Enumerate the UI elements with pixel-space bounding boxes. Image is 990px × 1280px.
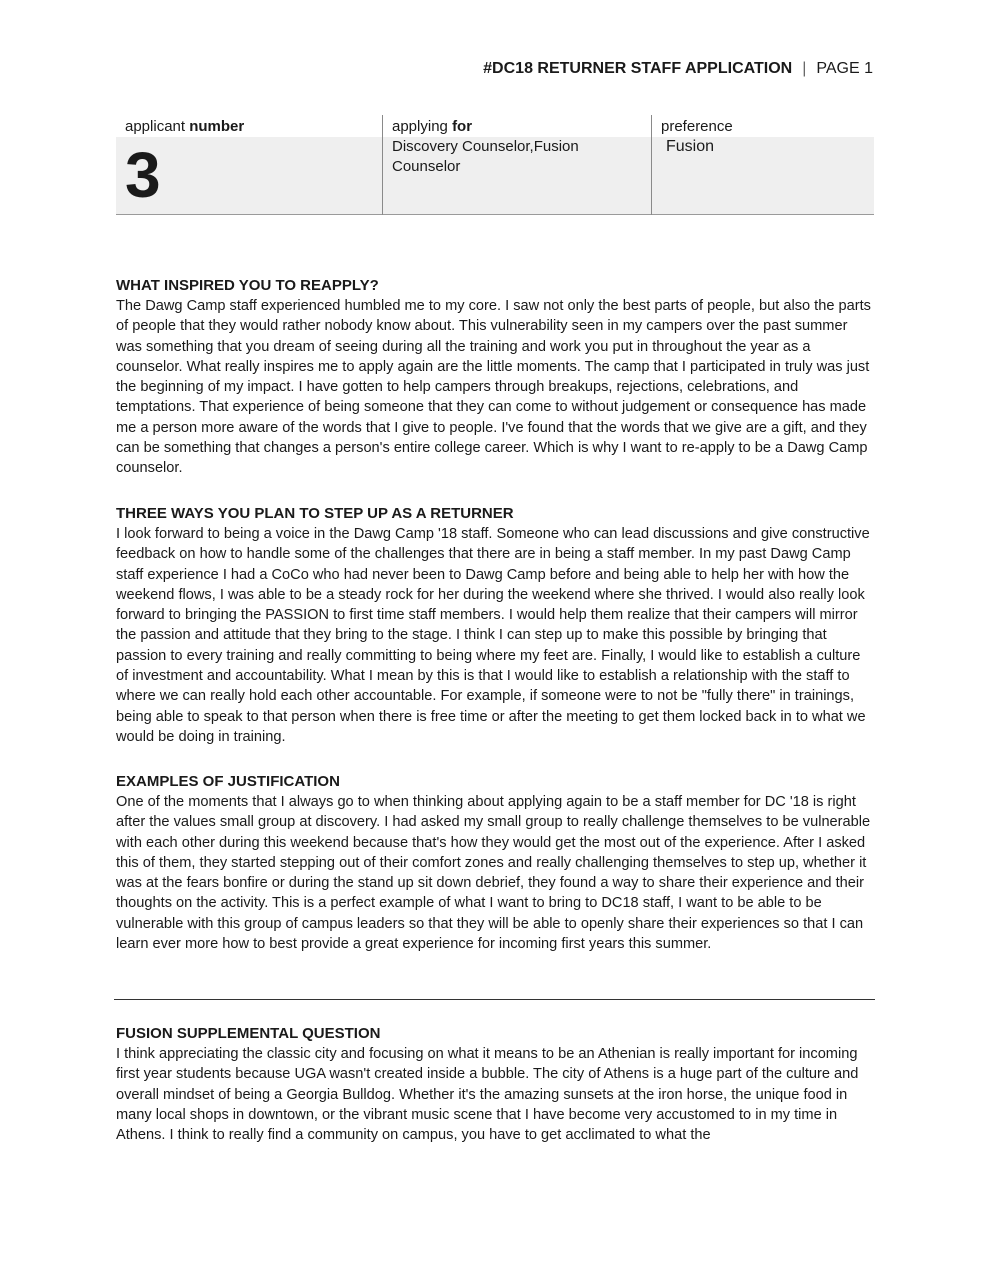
preference-field <box>651 115 874 215</box>
page-header <box>116 58 873 80</box>
applicant-number-label <box>125 117 244 137</box>
section-heading: EXAMPLES OF JUSTIFICATION <box>116 773 340 790</box>
section-step-up <box>116 504 873 747</box>
section-heading: FUSION SUPPLEMENTAL QUESTION <box>116 1025 381 1042</box>
section-body: I think appreciating the classic city and focusing on what it means to be an Athenian is really important for incoming first year students because UGA wasn't created inside a bubble. The city of Athens is a huge part of the culture and overall mindset of being a Georgia Bulldog. Whether it's the amazing sunsets at the iron horse, the unique food in many local shops in downtown, or the vibrant music scene that I have become very accustomed to in my time in Athens. I think to really find a community on campus, you have to get acclimated to what the <box>116 1046 859 1144</box>
section-heading: WHAT INSPIRED YOU TO REAPPLY? <box>116 277 379 294</box>
applicant-number-field <box>116 115 382 215</box>
label-plain: applicant <box>125 118 186 135</box>
page-number: PAGE 1 <box>816 60 873 77</box>
section-body: The Dawg Camp staff experienced humbled me to my core. I saw not only the best parts of people, but also the parts of people that they would rather nobody know about. This vulnerability seen in my campers over the past summer was something that you dream of seeing during all the training and work you put in throughout the year as a counselor. What really inspires me to apply again are the little moments. The camp that I participated in truly was just the beginning of my impact. I have gotten to help campers through breakups, rejections, celebrations, and temptations. That experience of being someone that they can come to without judgement or consequence has made me a person more aware of the words that I give to people. I've found that the words that we give are a gift, and they can be something that changes a person's entire college career. Which is why I want to re-apply to be a Dawg Camp counselor. <box>116 298 871 477</box>
applicant-number-value: 3 <box>125 139 161 211</box>
section-fusion-supplemental <box>116 1024 873 1145</box>
label-bold: number <box>189 118 245 135</box>
section-body: One of the moments that I always go to when thinking about applying again to be a staff member for DC '18 is right after the values small group at discovery. I had asked my small group to really challenge themselves to be vulnerable with each other during this weekend because that's how they would get the most out of the experience. After I asked this of them, they started stepping out of their comfort zones and really challenging themselves to step up, whether it was at the fears bonfire or during the stand up sit down debrief, they found a way to share their experience and their thoughts on the activity. This is a perfect example of what I want to bring to DC18 staff, I want to be able to be vulnerable with this group of campus leaders so that they will be able to openly share their experiences so that I can learn ever more how to best provide a great experience for incoming first years this summer. <box>116 794 871 953</box>
applicant-info-fields <box>116 115 873 215</box>
applying-for-value: Discovery Counselor,Fusion Counselor <box>392 138 579 175</box>
section-heading: THREE WAYS YOU PLAN TO STEP UP AS A RETURNER <box>116 505 514 522</box>
header-separator: | <box>802 60 807 77</box>
preference-label: preference <box>661 118 733 135</box>
label-bold: for <box>452 118 473 135</box>
section-divider <box>114 999 875 1000</box>
applying-for-label <box>392 117 472 137</box>
section-justification <box>116 772 873 954</box>
application-title: #DC18 RETURNER STAFF APPLICATION <box>483 60 793 77</box>
applying-for-field <box>382 115 652 215</box>
preference-value: Fusion <box>666 138 715 155</box>
section-body: I look forward to being a voice in the Dawg Camp '18 staff. Someone who can lead discussions and give constructive feedback on how to handle some of the challenges that there are in being a staff member. In my past Dawg Camp staff experience I had a CoCo who had never been to Dawg Camp before and being able to help her with how the weekend flows, I was able to be a steady rock for her during the weekend where she thrived. I would also really look forward to bringing the PASSION to first time staff members. I would help them realize that their campers will mirror the passion and attitude that they bring to the stage. I think I can step up to make this possible by bringing that passion to every training and really committing to being where my feet are. Finally, I would like to establish a culture of investment and accountability. What I mean by this is that I would like to establish a relationship with the staff to where we can really hold each other accountable. For example, if someone were to not be "fully there" in trainings, being able to speak to that person when there is free time or after the meeting to get them locked back in to what we would be doing in training. <box>116 526 870 745</box>
section-inspiration <box>116 276 873 479</box>
label-plain: applying <box>392 118 448 135</box>
